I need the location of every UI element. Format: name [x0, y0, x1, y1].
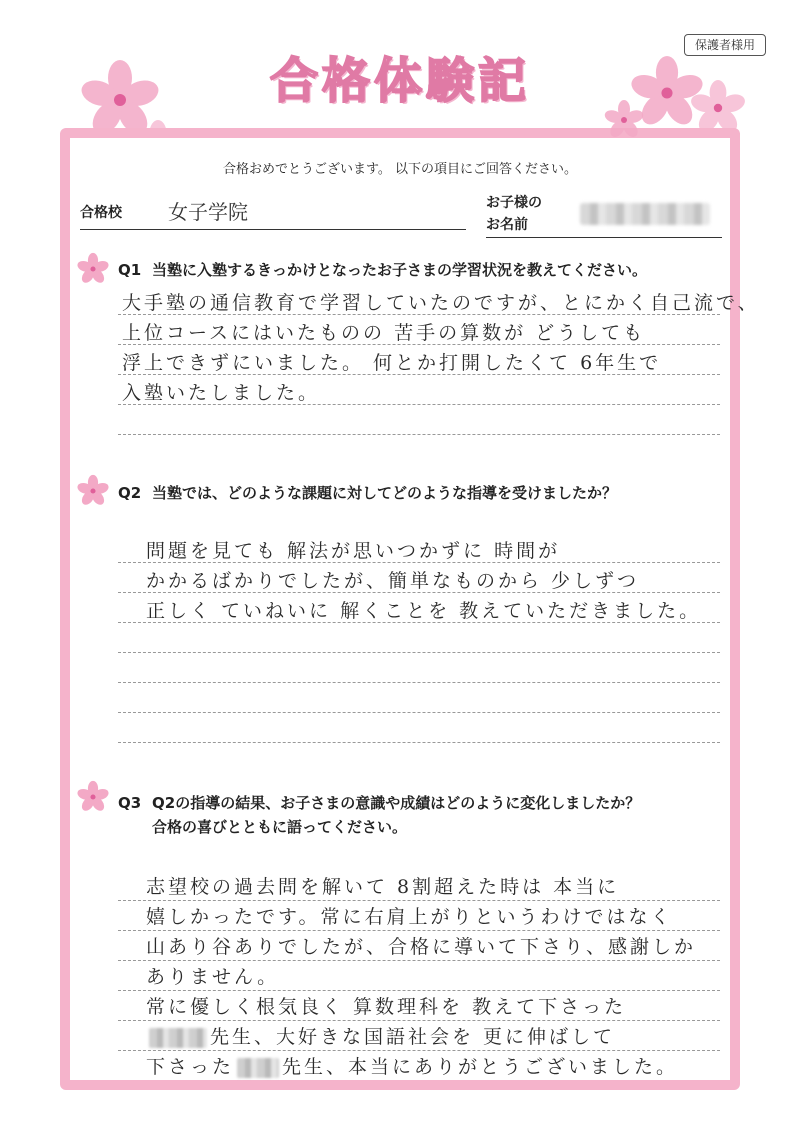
- answer-line: [118, 682, 720, 683]
- answer-text: 嬉しかったです。常に右肩上がりというわけではなく: [146, 906, 673, 928]
- answer-line-with-redaction: [146, 1052, 678, 1079]
- name-underline: [486, 237, 722, 238]
- answer-text: 山あり谷ありでしたが、合格に導いて下さり、感謝しか: [146, 936, 697, 958]
- answer-text: 常に優しく根気良く 算数理科を 教えて下さった: [146, 996, 627, 1018]
- answer-text: 浮上できずにいました。 何とか打開したくて 6年生で: [122, 352, 662, 374]
- answer-text: 正しく ていねいに 解くことを 教えていただきました。: [146, 600, 702, 622]
- sakura-bullet-icon: [76, 252, 110, 286]
- audience-badge: 保護者様用: [684, 34, 766, 56]
- answer-text: かかるばかりでしたが、簡単なものから 少しずつ: [146, 570, 640, 592]
- question-number: Q3: [118, 794, 142, 812]
- school-label: 合格校: [80, 205, 122, 221]
- question-number: Q1: [118, 261, 142, 279]
- answer-line: [118, 1020, 720, 1021]
- school-underline: [80, 229, 466, 230]
- child-name-label: お子様の お名前: [486, 195, 542, 233]
- intro-text: 合格おめでとうございます。 以下の項目にご回答ください。: [222, 162, 578, 177]
- answer-text: 入塾いたしました。: [122, 382, 321, 404]
- answer-text: 問題を見ても 解法が思いつかずに 時間が: [146, 540, 561, 562]
- answer-line: [118, 990, 720, 991]
- answer-text: 上位コースにはいたものの 苦手の算数が どうしても: [122, 322, 646, 344]
- question-text: 当塾に入塾するきっかけとなったお子さまの学習状況を教えてください。: [152, 261, 648, 279]
- question-3: [118, 791, 640, 839]
- answer-line: [118, 900, 720, 901]
- answer-text: 大手塾の通信教育で学習していたのですが、とにかく自己流で、: [122, 292, 760, 314]
- question-number: Q2: [118, 484, 142, 502]
- answer-line: [118, 930, 720, 931]
- sakura-bullet-icon: [76, 474, 110, 508]
- answer-line: [118, 742, 720, 743]
- answer-text: 志望校の過去問を解いて 8割超えた時は 本当に: [146, 876, 620, 898]
- question-text: Q2の指導の結果、お子さまの意識や成績はどのように変化しましたか？: [152, 794, 641, 812]
- page-title: 合格体験記: [269, 53, 530, 109]
- question-2: [118, 481, 617, 505]
- answer-line: [118, 712, 720, 713]
- sakura-blossom-icon: [604, 100, 644, 140]
- redacted-name: [580, 203, 710, 225]
- answer-text: 先生、大好きな国語社会を 更に伸ばして: [210, 1026, 616, 1048]
- sakura-bullet-icon: [76, 780, 110, 814]
- redacted-teacher-name: [149, 1028, 207, 1048]
- answer-line: [118, 1050, 720, 1051]
- question-text: 当塾では、どのような課題に対してどのような指導を受けましたか？: [152, 484, 618, 502]
- answer-line: [118, 434, 720, 435]
- answer-text: ありません。: [146, 966, 280, 988]
- question-subtext: 合格の喜びとともに語ってください。: [152, 818, 408, 836]
- redacted-teacher-name: [237, 1058, 279, 1078]
- answer-line-with-redaction: [146, 1022, 615, 1049]
- school-value: 女子学院: [168, 200, 248, 224]
- answer-line: [118, 652, 720, 653]
- answer-text: 下さった: [146, 1056, 235, 1078]
- question-1: [118, 258, 647, 282]
- answer-text: 先生、本当にありがとうございました。: [282, 1056, 679, 1078]
- answer-line: [118, 960, 720, 961]
